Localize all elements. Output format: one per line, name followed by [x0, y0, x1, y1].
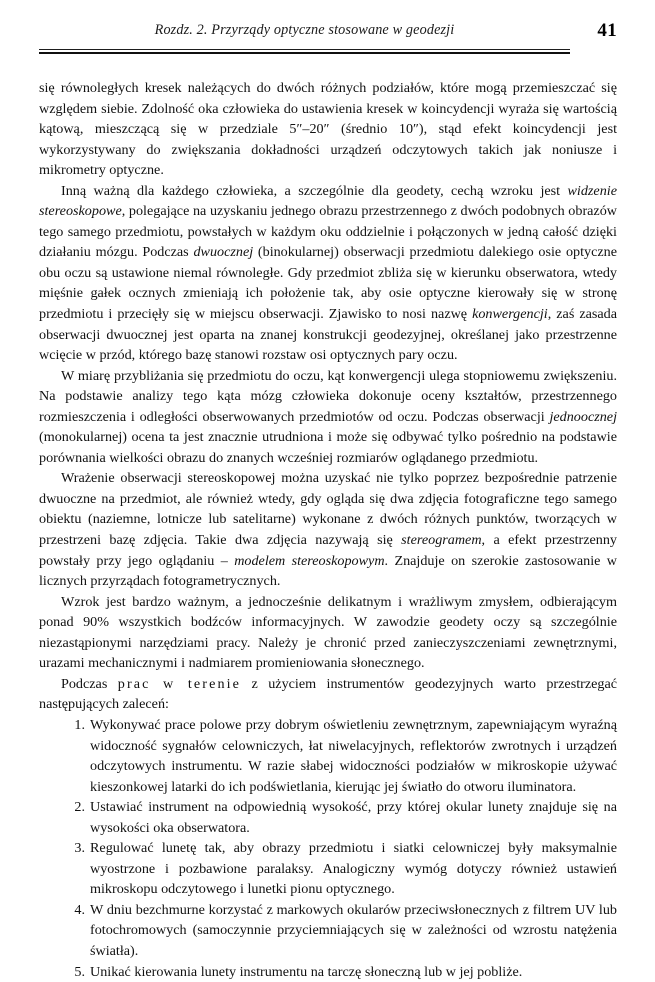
- paragraph-text: się równoległych kresek należących do dwóch różnych podziałów, które mogą przemieszczać się względem siebie. Zdolność oka człowieka do ustawienia kresek w koincydencji wyraża się wartością kątową, mieszczącą się w przedziale 5″–20″ (średnio 10″), stąd efekt koincydencji jest wykorzystywany do zwiększania dokładności urządzeń odczytowych takich jak noniusze i mikrometry optyczne.: [39, 80, 617, 179]
- list-item: [39, 962, 617, 982]
- list-item: [39, 900, 617, 962]
- paragraph-text: , zaś zasada obserwacji dwuocznej jest oparta na znanej konstrukcji geodezyjnej, określanej jako przestrzenne wcięcie w przód, którego bazę stanowi rozstaw osi optycznych pary oczu.: [39, 306, 617, 364]
- paragraph-text: Wzrok jest bardzo ważnym, a jednocześnie delikatnym i wrażliwym zmysłem, odbierającym ponad 90% wszystkich bodźców informacyjnych. W zawodzie geodety oczy są szczególnie niezastąpionymi narzędziami pracy. Należy je chronić przed zanieczyszczeniami zewnętrznymi, urazami mechanicznymi i nadmiarem promieniowania słonecznego.: [39, 593, 617, 672]
- list-item-text: Ustawiać instrument na odpowiednią wysokość, przy której okular lunety znajduje się na wysokości oka obserwatora.: [90, 799, 617, 836]
- emphasis-stereogramem: stereogramem: [401, 532, 482, 549]
- paragraph-text: z użyciem instrumentów geodezyjnych warto przestrzegać następujących zaleceń:: [39, 675, 618, 713]
- running-head-title: Rozdz. 2. Przyrządy optyczne stosowane w geodezji: [154, 22, 455, 38]
- page-body: [39, 78, 617, 982]
- recommendations-list: [39, 715, 617, 982]
- paragraph-text: , polegające na uzyskaniu jednego obrazu przestrzennego z dwóch podobnych obrazów tego samego przedmiotu, powstałych w każdym oku oddzielnie i połączonych w jedną całość dzięki działaniu mózgu. Podczas: [39, 203, 617, 261]
- paragraph-text: (binokularnej) obserwacji przedmiotu dalekiego osie optyczne obu oczu są ustawione niemal równoległe. Gdy przedmiot zbliża się w kierunku obserwatora, wtedy mięśnie gałek ocznych zmieniają ich położenie tak, aby osie optyczne kierowały się w stronę przedmiotu i przecięły się w miejscu obserwacji. Zjawisko to nosi nazwę: [39, 244, 617, 323]
- paragraph-text: . Znajduje on szerokie zastosowanie w licznych przyrządach fotogrametrycznych.: [39, 552, 618, 590]
- emphasis-prac-w-terenie: prac w terenie: [117, 675, 242, 692]
- paragraph-text: W miarę przybliżania się przedmiotu do oczu, kąt konwergencji ulega stopniowemu zwiększeniu. Na podstawie analizy tego kąta mózg człowieka dokonuje oceny kształtów, przestrzennego rozmieszczenia i odległości obserwowanych przedmiotów od oczu. Podczas obserwacji: [39, 367, 617, 425]
- paragraph-fieldwork-intro: [39, 674, 617, 715]
- paragraph-eyesight-care: [39, 592, 617, 674]
- emphasis-dwuocznej: dwuocznej: [193, 244, 254, 261]
- page-number: 41: [597, 20, 617, 41]
- emphasis-widzenie-stereoskopowe: widzenie stereoskopowe: [39, 182, 617, 220]
- list-item-text: Wykonywać prace polowe przy dobrym oświetleniu zewnętrznym, zapewniającym wyraźną widoczność sygnałów celowniczych, łat niwelacyjnych, reflektorów zwrotnych i urządzeń odczytowych instrumentu. W razie słabej widoczności podziałów w mikroskopie używać kieszonkowej latarki do ich podświetlania, kierując jej światło do otworu iluminatora.: [90, 716, 617, 795]
- paragraph-text: Podczas: [61, 675, 118, 692]
- paragraph-text: Wrażenie obserwacji stereoskopowej można uzyskać nie tylko poprzez bezpośrednie patrzenie dwuoczne na przedmiot, ale również wtedy, gdy ogląda się dwa zdjęcia fotograficzne tego samego obiektu (naziemne, lotnicze lub satelitarne) wykonane z dwóch różnych punktów, tworzących w przestrzeni bazę zdjęcia. Takie dwa zdjęcia nazywają się: [39, 470, 617, 549]
- list-item-text: Unikać kierowania lunety instrumentu na tarczę słoneczną lub w jej pobliże.: [90, 963, 523, 980]
- list-item: [39, 797, 617, 838]
- paragraph-continuation: [39, 78, 617, 181]
- list-item-text: W dniu bezchmurne korzystać z markowych okularów przeciwsłonecznych z filtrem UV lub fotochromowych (samoczynnie przyciemniających się w zależności od wzrostu natężenia światła).: [90, 901, 617, 959]
- paragraph-convergence-angle: [39, 366, 617, 469]
- emphasis-konwergencji: konwergencji: [472, 306, 548, 323]
- paragraph-text: Inną ważną dla każdego człowieka, a szczególnie dla geodety, cechą wzroku jest: [61, 182, 568, 199]
- header-rule-thick: [39, 52, 570, 54]
- page-header: [39, 22, 617, 56]
- emphasis-jednoocznej: jednoocznej: [549, 408, 617, 425]
- paragraph-text: , a efekt przestrzenny powstały przy jego oglądaniu –: [39, 532, 617, 569]
- paragraph-stereogram: [39, 468, 617, 591]
- list-item: [39, 838, 617, 900]
- list-item: [39, 715, 617, 797]
- paragraph-text: (monokularnej) ocena ta jest znacznie utrudniona i może się odbywać tylko pośrednio na podstawie porównania wielkości obrazu do znanych wcześniej rozmiarów oglądanego przedmiotu.: [39, 429, 617, 466]
- header-rule: [39, 49, 570, 54]
- list-item-text: Regulować lunetę tak, aby obrazy przedmiotu i siatki celowniczej były maksymalnie wyostrzone i pozbawione paralaksy. Analogiczny wymóg dotyczy również ustawień mikroskopu odczytowego i lunetki pionu optycznego.: [90, 840, 617, 898]
- emphasis-modelem-stereoskopowym: modelem stereoskopowym: [234, 552, 385, 569]
- paragraph-stereoscopic-vision: [39, 181, 617, 366]
